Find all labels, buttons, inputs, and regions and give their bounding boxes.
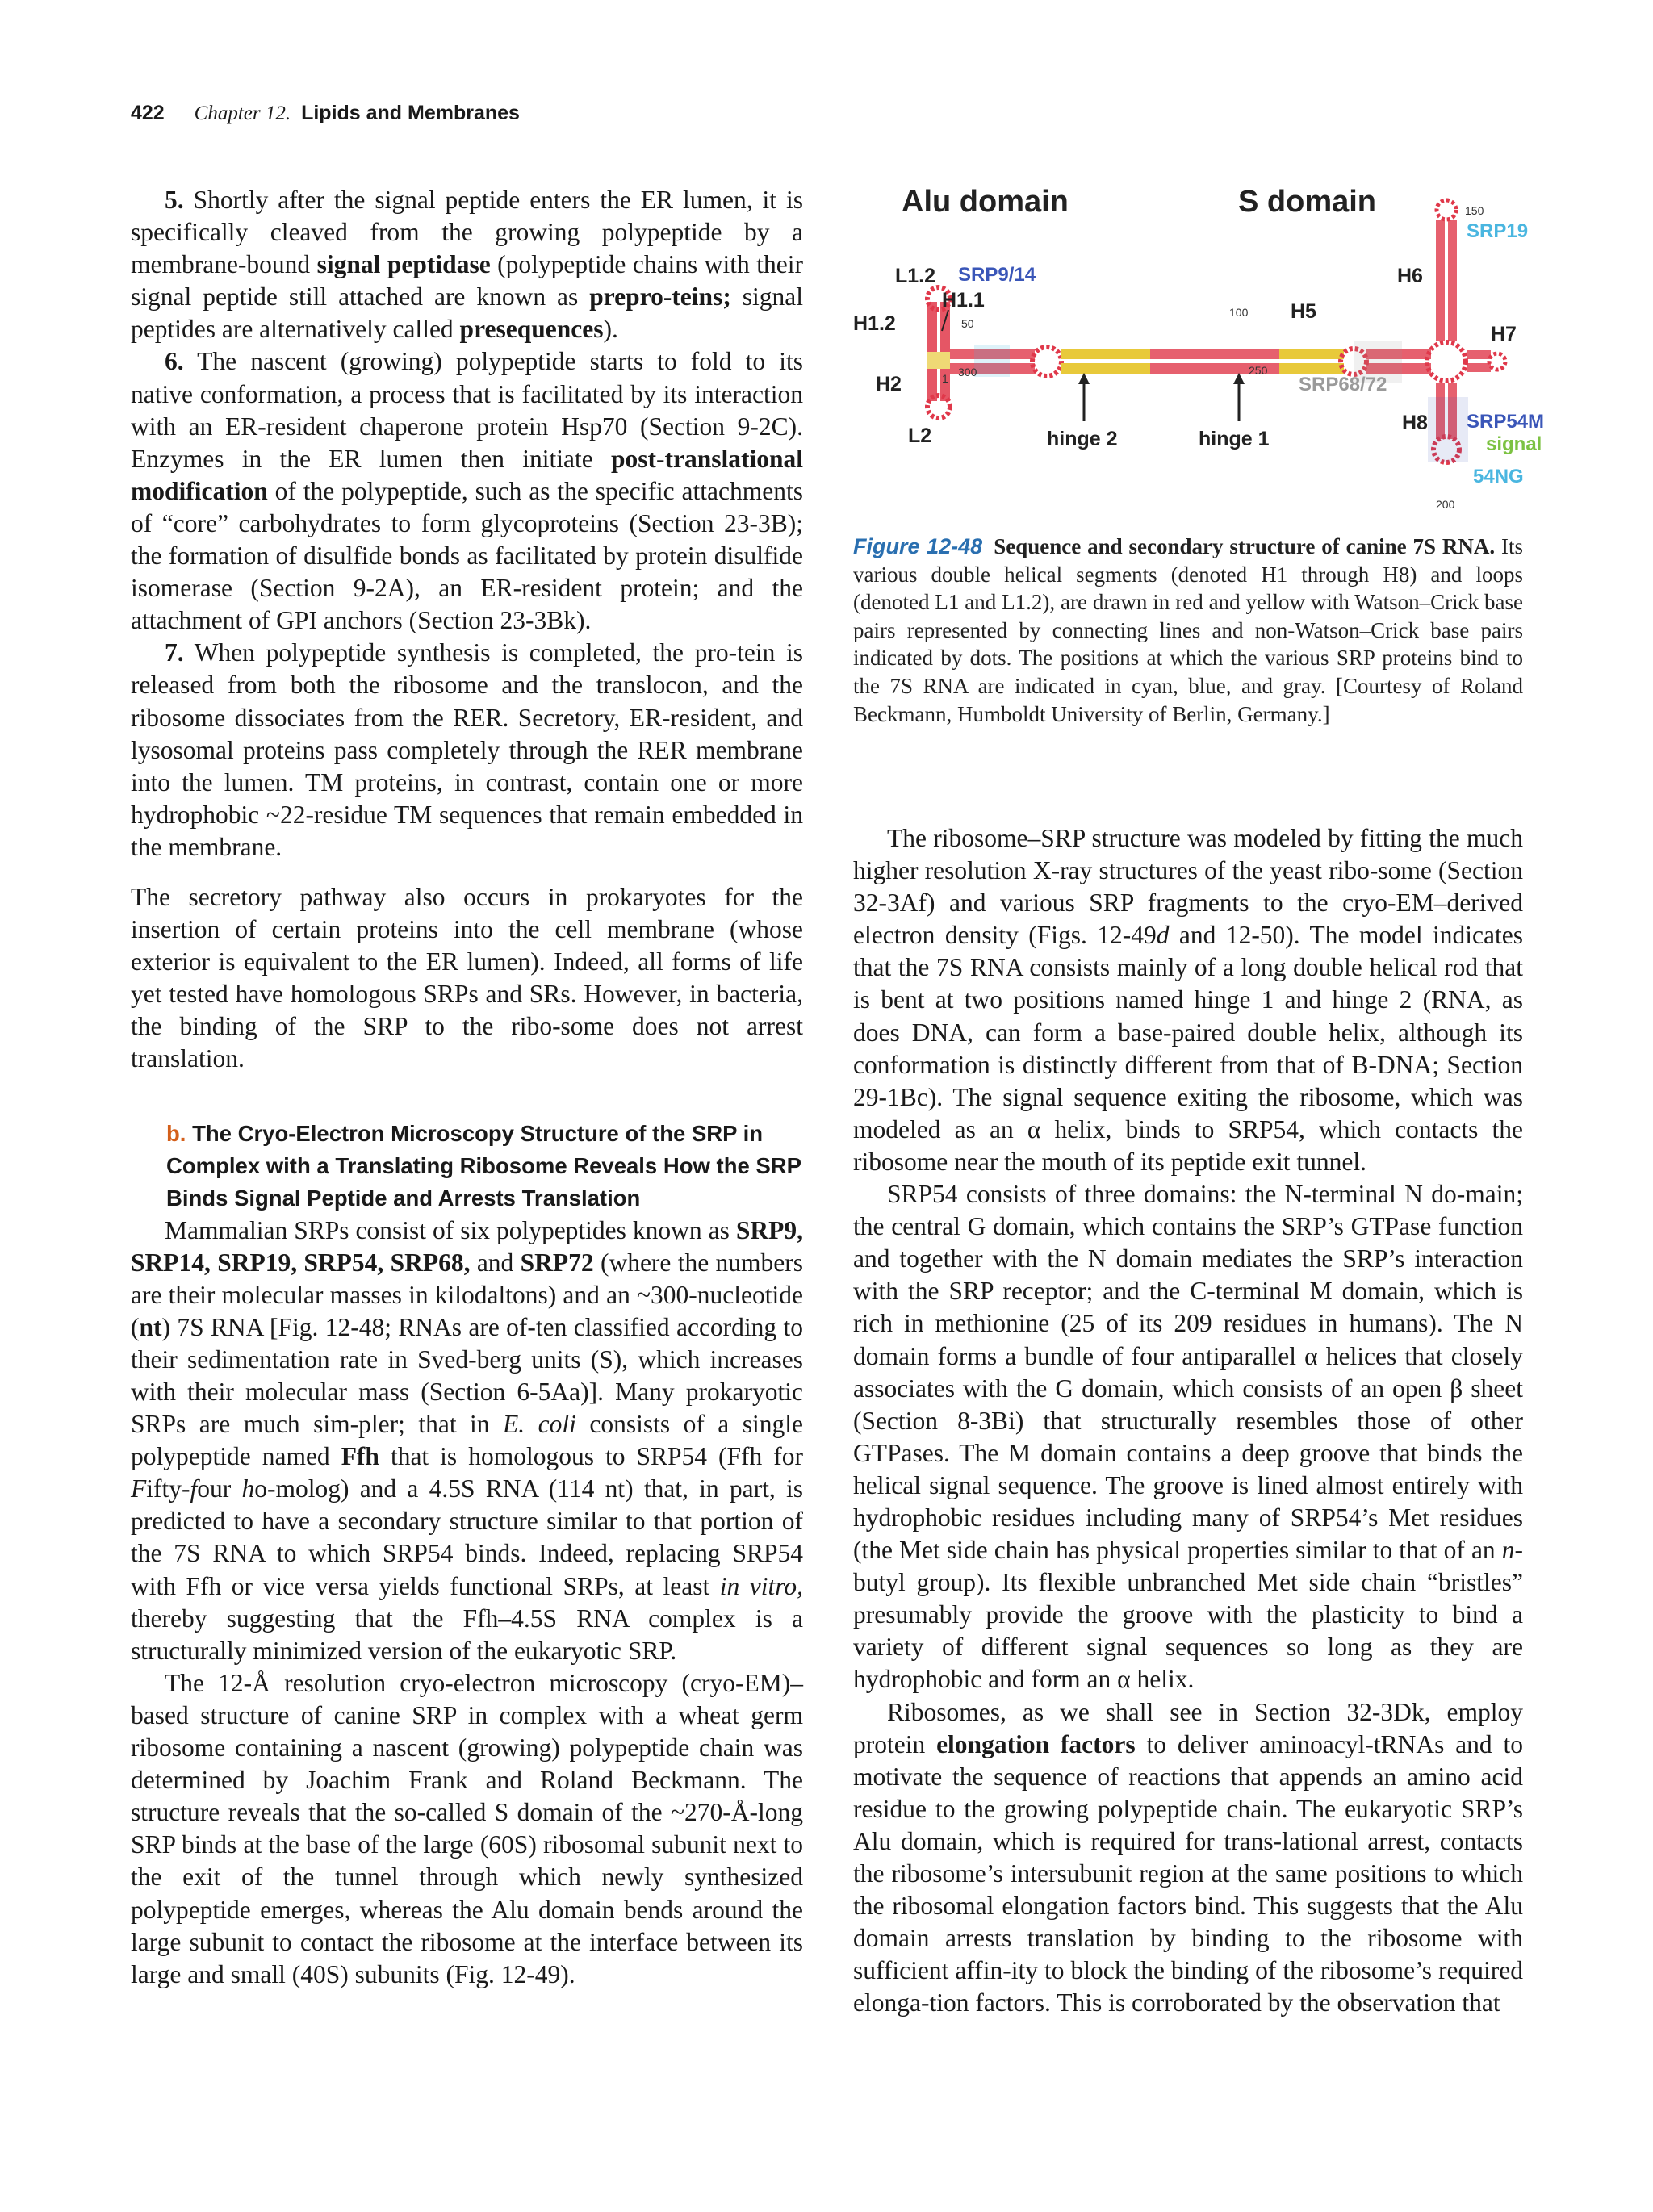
text-run: ). bbox=[603, 315, 618, 344]
text-run: and 12-50). The model indicates that the 7S RNA consists mainly of a long double helical rod that is bent at two positions named hinge 1 and hinge 2 (RNA, as does DNA, can form a base-paired double helix, although its conformation is distinctly different from that of B-DNA; Section 29-1Bc). The signal sequence exiting the ribosome, which was modeled as an α helix, binds to SRP54, which contacts the ribosome near the mouth of its peptide exit tunnel. bbox=[853, 921, 1523, 1176]
54ng-label: 54NG bbox=[1473, 466, 1524, 487]
right-column bbox=[853, 822, 1523, 2019]
paragraph-prokaryotes bbox=[131, 881, 803, 1076]
text-run: o-molog) and a 4.5S RNA (114 nt) that, in part, is predicted to have a secondary structure similar to that portion of the 7S RNA to which SRP54 binds. Indeed, replacing SRP54 with Ffh or vice versa yields functional SRPs, at least bbox=[131, 1474, 803, 1600]
text-run: and bbox=[470, 1248, 521, 1277]
caption-title: Sequence and secondary structure of canine 7S RNA. bbox=[994, 534, 1496, 558]
text-run: d bbox=[1156, 921, 1170, 950]
text-run: (where the numbers are their molecular masses in kilodaltons) and an ~300-nucleotide ( bbox=[131, 1248, 803, 1341]
text-run: SRP72 bbox=[520, 1248, 594, 1277]
text-run: our bbox=[197, 1474, 242, 1503]
text-run: Shortly after the signal peptide enters the ER lumen, it is specifically cleaved from the growing polypeptide by a membrane-bound bbox=[131, 186, 803, 279]
signal-label: signal bbox=[1486, 433, 1542, 455]
page-number: 422 bbox=[131, 102, 165, 124]
section-heading bbox=[166, 1118, 803, 1215]
text-run: n bbox=[1501, 1536, 1515, 1565]
text-run: -butyl group). Its flexible unbranched Met side chain “bristles” presumably provide the groove with the plasticity to bind a variety of different signal sequences so long as they are hydrophobic and form an α helix. bbox=[853, 1536, 1523, 1694]
rna-secondary-structure bbox=[853, 179, 1545, 518]
nt-200-label: 200 bbox=[1436, 498, 1455, 511]
text-run: presequences bbox=[459, 315, 604, 344]
figure-caption bbox=[853, 533, 1523, 728]
nt-150-label: 150 bbox=[1465, 204, 1484, 217]
text-run: The 12-Å resolution cryo-electron microscopy (cryo-EM)–based structure of canine SRP in complex with a wheat germ ribosome containing a nascent (growing) polypeptide chain was determined by Joachim Frank and Roland Beckmann. The structure reveals that the so-called S domain of the ~270-Å-long SRP binds at the base of the large (60S) ribosomal subunit next to the exit of the tunnel through which newly synthesized polypeptide emerges, whereas the Alu domain bends around the large subunit to contact the ribosome at the interface between its large and small (40S) subunits (Fig. 12-49). bbox=[131, 1668, 803, 1988]
text-run: The secretory pathway also occurs in prokaryotes for the insertion of certain proteins into the cell membrane (whose exterior is equivalent to the ER lumen). Indeed, all forms of life yet tested have homologous SRPs and SRs. However, in bacteria, the binding of the SRP to the ribo-some does not arrest translation. bbox=[131, 882, 803, 1073]
text-run: SRP54 consists of three domains: the N-terminal N do-main; the central G domain, which contains the SRP’s GTPase function and together with the N domain mediates the SRP’s interaction with the SRP receptor; and the C-terminal M domain, which is rich in methionine (25 of its 209 residues in humans). The N domain forms a bundle of four antiparallel α helices that closely associates with the G domain, which consists of an open β sheet (Section 8-3Bi) that structurally resembles those of other GTPases. The M domain contains a deep groove that binds the helical signal sequence. The groove is lined almost entirely with hydrophobic residues including many of SRP54’s Met residues (the Met side chain has physical properties similar to that of an bbox=[853, 1180, 1523, 1565]
text-run: consists of a single polypeptide named bbox=[131, 1410, 803, 1471]
s-domain-label: S domain bbox=[1238, 185, 1377, 219]
srp19-label: SRP19 bbox=[1467, 220, 1529, 242]
h8-label: H8 bbox=[1402, 412, 1428, 434]
text-run: thereby suggesting that the Ffh–4.5S RNA complex is a structurally minimized version of the eukaryotic SRP. bbox=[131, 1604, 803, 1665]
text-run: 5. bbox=[165, 186, 184, 214]
paragraph-mammalian-srps bbox=[131, 1215, 803, 1667]
text-run: prepro-teins; bbox=[589, 282, 731, 312]
hinge-1-label: hinge 1 bbox=[1199, 428, 1270, 450]
paragraph-srp54-domains bbox=[853, 1178, 1523, 1696]
h6-label: H6 bbox=[1397, 265, 1423, 287]
section-letter: b. bbox=[166, 1120, 186, 1146]
alu-domain-label: Alu domain bbox=[902, 185, 1069, 219]
text-run: The ribosome–SRP structure was modeled by fitting the much higher resolution X-ray structures of the yeast ribo-some (Section 32-3Af) and various SRP fragments to the cryo-EM–derived electron density (Figs. 12-49 bbox=[853, 824, 1523, 950]
text-run: nt bbox=[139, 1312, 162, 1341]
nt-1-label: 1 bbox=[942, 372, 948, 385]
caption-text: Its various double helical segments (denoted H1 through H8) and loops (denoted L1 and L1.2), are drawn in red and yellow with Watson–Crick base pairs represented by connecting lines and non-Watson–Crick base pairs indicated by dots. The positions at which the various SRP proteins bind to the 7S RNA are indicated in cyan, blue, and gray. [Courtesy of Roland Beckmann, Humboldt University of Berlin, Germany.] bbox=[853, 534, 1524, 726]
paragraph-cryo-em bbox=[131, 1667, 803, 1991]
paragraph-step-7 bbox=[131, 637, 803, 863]
h2-label: H2 bbox=[876, 373, 902, 395]
chapter-number: Chapter 12. bbox=[194, 102, 291, 124]
text-run: ifty- bbox=[146, 1474, 190, 1503]
text-run: that is homologous to SRP54 (Ffh for bbox=[379, 1442, 803, 1471]
section-title: The Cryo-Electron Microscopy Structure of the SRP in Complex with a Translating Ribosome Reveals How the SRP Binds Signal Peptide and Arrests Translation bbox=[166, 1120, 801, 1211]
text-run: 6. bbox=[165, 347, 184, 376]
srp54m-label: SRP54M bbox=[1467, 411, 1545, 433]
h5-label: H5 bbox=[1291, 300, 1316, 323]
text-run: Mammalian SRPs consist of six polypeptides known as bbox=[165, 1215, 736, 1244]
text-run: SRP9, SRP14, SRP19, SRP54, SRP68, bbox=[131, 1215, 803, 1277]
text-run: signal peptides are alternatively called bbox=[131, 282, 804, 344]
text-run: f bbox=[190, 1474, 198, 1503]
nt-300-label: 300 bbox=[958, 366, 977, 378]
text-run: to deliver aminoacyl-tRNAs and to motivate the sequence of reactions that appends an amino acid residue to the growing polypeptide chain. The eukaryotic SRP’s Alu domain, which is required for trans-lational arrest, contacts the ribosome’s intersubunit region at the same positions to which the ribosomal elongation factors bind. This suggests that the Alu domain arrests translation by binding to the ribosome with sufficient affin-ity to block the binding of the ribosome’s required elonga-tion factors. This is corroborated by the observation that bbox=[853, 1729, 1523, 2018]
text-run: ) 7S RNA [Fig. 12-48; RNAs are of-ten classified according to their sedimentation rate in Sved-berg units (S), which increases with their molecular mass (Section 6-5Aa)]. Many prokaryotic SRPs are much sim-pler; that in bbox=[131, 1312, 803, 1439]
l2-label: L2 bbox=[908, 424, 932, 447]
h1-2-label: H1.2 bbox=[853, 312, 896, 335]
nt-50-label: 50 bbox=[961, 317, 974, 330]
text-run: E. coli bbox=[503, 1410, 576, 1439]
text-run: in vitro, bbox=[719, 1571, 804, 1600]
text-run: The nascent (growing) polypeptide starts to fold to its native conformation, a process that is facilitated by its interaction with an ER-resident chaperone protein Hsp70 (Section 9-2C). Enzymes in the ER lumen then initiate bbox=[131, 347, 803, 473]
text-run: When polypeptide synthesis is completed, the pro-tein is released from both the ribosome and the translocon, and the ribosome dissociates from the RER. Secretory, ER-resident, and lysosomal proteins pass completely through the RER membrane into the lumen. TM proteins, in contrast, contain one or more hydrophobic ~22-residue TM sequences that remain embedded in the membrane. bbox=[131, 638, 803, 861]
running-head bbox=[131, 102, 520, 125]
text-run: of the polypeptide, such as the specific attachments of “core” carbohydrates to form glycoproteins (Section 23-3B); the formation of disulfide bonds as facilitated by protein disulfide isomerase (Section 9-2A), an ER-resident protein; and the attachment of GPI anchors (Section 23-3Bk). bbox=[131, 476, 803, 635]
l1-2-label: L1.2 bbox=[895, 265, 936, 287]
text-run: Ribosomes, as we shall see in Section 32-3Dk, employ protein bbox=[853, 1697, 1523, 1758]
text-run: post-translational modification bbox=[131, 444, 803, 505]
srp9-14-label: SRP9/14 bbox=[958, 264, 1036, 286]
chapter-title: Lipids and Membranes bbox=[301, 102, 520, 124]
figure-12-48 bbox=[853, 179, 1545, 518]
text-run: signal peptidase bbox=[316, 250, 491, 279]
text-run: F bbox=[131, 1474, 147, 1503]
text-run: h bbox=[241, 1474, 255, 1503]
text-run: elongation factors bbox=[936, 1729, 1136, 1758]
text-run: (polypeptide chains with their signal peptide still attached are known as bbox=[131, 250, 803, 312]
paragraph-elongation-factors bbox=[853, 1696, 1523, 2020]
nt-250-label: 250 bbox=[1249, 364, 1268, 377]
paragraph-step-5 bbox=[131, 184, 803, 345]
hinge-arrows bbox=[1078, 373, 1245, 421]
paragraph-step-6 bbox=[131, 345, 803, 637]
srp68-72-label: SRP68/72 bbox=[1299, 374, 1387, 395]
h7-label: H7 bbox=[1491, 323, 1517, 345]
left-column bbox=[131, 184, 803, 1991]
caption-label: Figure 12-48 bbox=[853, 534, 983, 558]
text-run: Ffh bbox=[341, 1442, 379, 1471]
nt-100-label: 100 bbox=[1229, 306, 1249, 319]
hinge-2-label: hinge 2 bbox=[1047, 428, 1118, 450]
text-run: 7. bbox=[165, 638, 184, 667]
paragraph-ribosome-srp-model bbox=[853, 822, 1523, 1178]
h1-1-label: H1.1 bbox=[942, 289, 985, 312]
